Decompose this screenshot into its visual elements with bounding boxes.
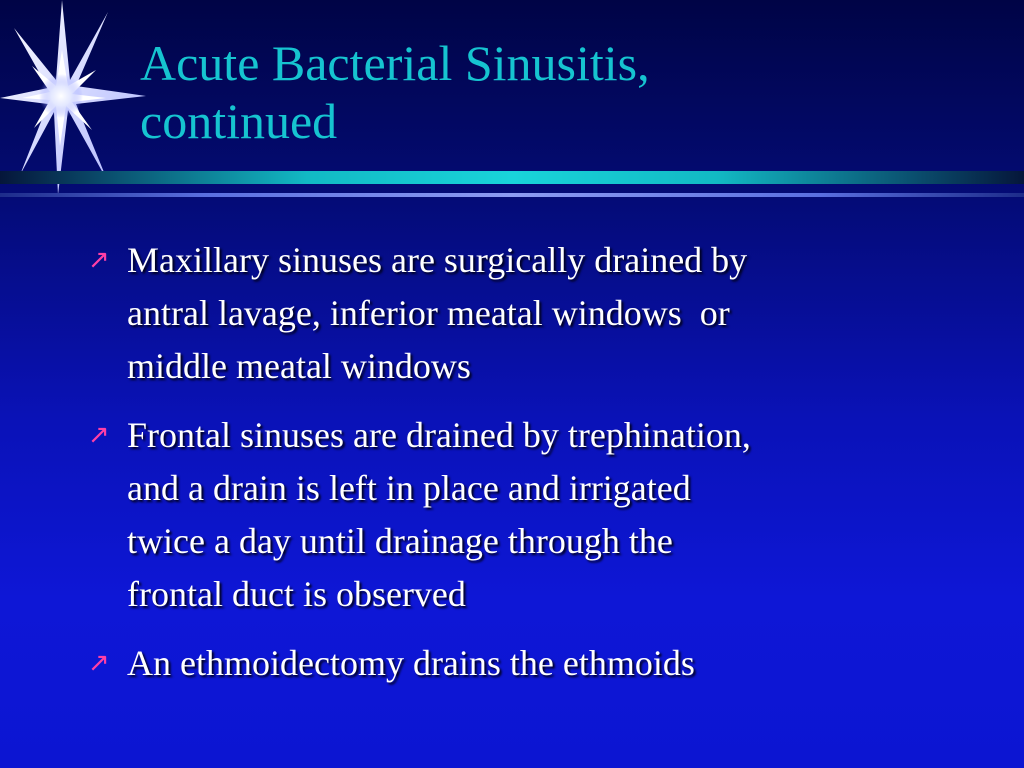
bullet-text-line: An ethmoidectomy drains the ethmoids [127,643,695,683]
arrow-up-right-icon: ↗ [88,245,110,275]
bullet-text-line: twice a day until drainage through the [127,521,673,561]
arrow-up-right-icon: ↗ [88,420,110,450]
bullet-text-line: frontal duct is observed [127,574,466,614]
bullet-text-line: Maxillary sinuses are surgically drained by [127,240,748,280]
bullet-item [88,409,968,621]
title-line: continued [140,93,338,149]
starburst-icon [0,0,150,195]
bullet-item [88,234,968,393]
bullet-item [88,637,968,690]
bullet-text-line: Frontal sinuses are drained by trephination, [127,415,751,455]
bullet-list [88,234,968,706]
title-divider-line [0,193,1024,197]
title-divider-bar [0,171,1024,184]
slide-title [140,34,1000,150]
title-line: Acute Bacterial Sinusitis, [140,35,650,91]
bullet-text-line: antral lavage, inferior meatal windows or [127,293,730,333]
bullet-text-line: middle meatal windows [127,346,471,386]
bullet-text-line: and a drain is left in place and irrigated [127,468,691,508]
arrow-up-right-icon: ↗ [88,648,110,678]
